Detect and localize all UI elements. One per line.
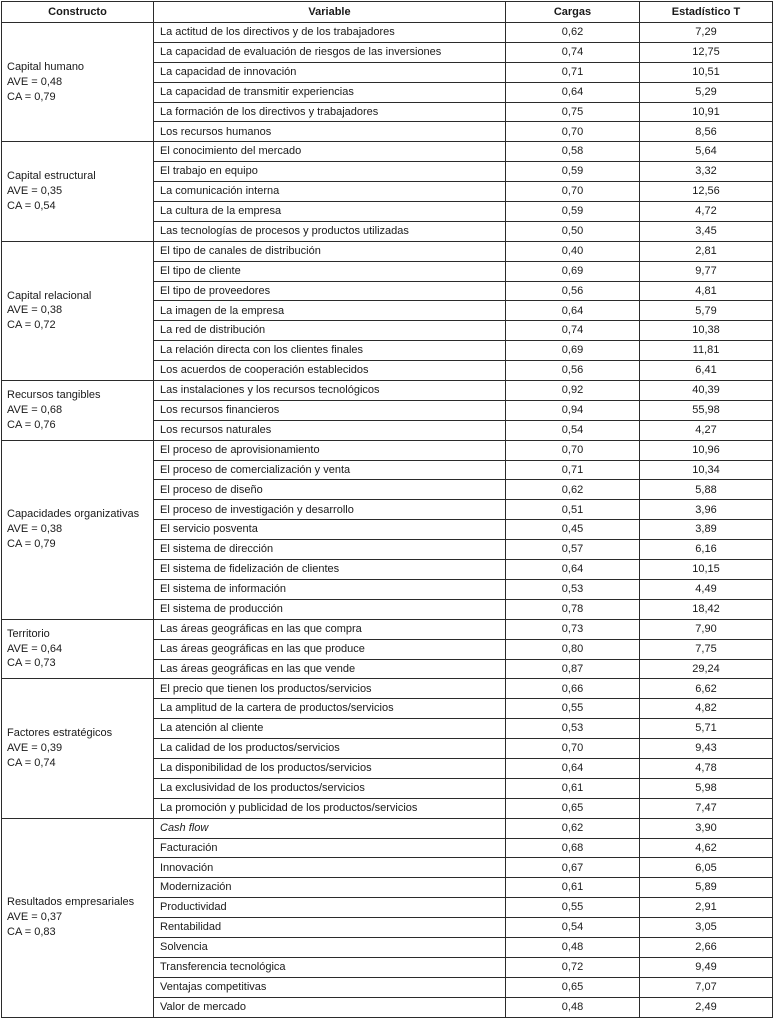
t-stat-cell: 5,88 [640, 480, 773, 500]
variable-cell: La promoción y publicidad de los productos/servicios [154, 798, 506, 818]
table-row [2, 440, 773, 460]
variable-cell: Facturación [154, 838, 506, 858]
variable-cell: Los recursos naturales [154, 420, 506, 440]
variable-cell: La calidad de los productos/servicios [154, 739, 506, 759]
cargas-cell: 0,59 [506, 202, 640, 222]
construct-name: Recursos tangibles [7, 389, 101, 402]
cargas-cell: 0,50 [506, 221, 640, 241]
variable-cell: Cash flow [154, 818, 506, 838]
variable-cell: La imagen de la empresa [154, 301, 506, 321]
header-estadistico-t: Estadístico T [640, 2, 773, 23]
table-row [2, 818, 773, 838]
variable-cell: El sistema de información [154, 579, 506, 599]
cargas-cell: 0,59 [506, 162, 640, 182]
variable-cell: La capacidad de evaluación de riesgos de las inversiones [154, 42, 506, 62]
t-stat-cell: 7,90 [640, 619, 773, 639]
t-stat-cell: 6,41 [640, 361, 773, 381]
table-row [2, 23, 773, 43]
variable-cell: El tipo de cliente [154, 261, 506, 281]
t-stat-cell: 2,49 [640, 997, 773, 1017]
variable-cell: El proceso de aprovisionamiento [154, 440, 506, 460]
construct-name: Capital humano [7, 60, 85, 73]
cargas-cell: 0,62 [506, 480, 640, 500]
t-stat-cell: 3,96 [640, 500, 773, 520]
construct-ave: AVE = 0,68 [7, 403, 63, 416]
variable-cell: El precio que tienen los productos/servicios [154, 679, 506, 699]
cargas-cell: 0,69 [506, 341, 640, 361]
cargas-cell: 0,48 [506, 997, 640, 1017]
variable-cell: La disponibilidad de los productos/servicios [154, 758, 506, 778]
construct-ave: AVE = 0,39 [7, 742, 63, 755]
cargas-cell: 0,56 [506, 281, 640, 301]
variable-cell: La capacidad de transmitir experiencias [154, 82, 506, 102]
construct-ca: CA = 0,73 [7, 657, 56, 670]
variable-cell: La amplitud de la cartera de productos/servicios [154, 699, 506, 719]
t-stat-cell: 4,82 [640, 699, 773, 719]
t-stat-cell: 7,29 [640, 23, 773, 43]
variable-cell: Las áreas geográficas en las que vende [154, 659, 506, 679]
table-row [2, 241, 773, 261]
variable-cell: La capacidad de innovación [154, 62, 506, 82]
t-stat-cell: 2,91 [640, 898, 773, 918]
cargas-cell: 0,54 [506, 420, 640, 440]
construct-name: Resultados empresariales [7, 896, 135, 909]
cargas-cell: 0,70 [506, 440, 640, 460]
t-stat-cell: 4,62 [640, 838, 773, 858]
cargas-cell: 0,67 [506, 858, 640, 878]
cargas-cell: 0,92 [506, 381, 640, 401]
cargas-cell: 0,64 [506, 758, 640, 778]
cargas-cell: 0,75 [506, 102, 640, 122]
cargas-cell: 0,66 [506, 679, 640, 699]
variable-cell: El proceso de diseño [154, 480, 506, 500]
construct-ave: AVE = 0,35 [7, 185, 63, 198]
construct-ca: CA = 0,74 [7, 756, 56, 769]
cargas-cell: 0,71 [506, 460, 640, 480]
construct-ca: CA = 0,79 [7, 90, 56, 103]
t-stat-cell: 4,78 [640, 758, 773, 778]
t-stat-cell: 2,81 [640, 241, 773, 261]
t-stat-cell: 3,89 [640, 520, 773, 540]
variable-cell: Rentabilidad [154, 918, 506, 938]
cargas-cell: 0,69 [506, 261, 640, 281]
t-stat-cell: 12,56 [640, 182, 773, 202]
variable-cell: La red de distribución [154, 321, 506, 341]
construct-cell [2, 440, 154, 619]
t-stat-cell: 4,72 [640, 202, 773, 222]
cargas-cell: 0,55 [506, 898, 640, 918]
variable-cell: Valor de mercado [154, 997, 506, 1017]
variable-cell: La comunicación interna [154, 182, 506, 202]
cargas-cell: 0,53 [506, 579, 640, 599]
t-stat-cell: 5,98 [640, 778, 773, 798]
cargas-cell: 0,70 [506, 122, 640, 142]
variable-cell: Modernización [154, 878, 506, 898]
t-stat-cell: 2,66 [640, 937, 773, 957]
variable-cell: Innovación [154, 858, 506, 878]
t-stat-cell: 4,27 [640, 420, 773, 440]
t-stat-cell: 6,16 [640, 540, 773, 560]
variable-cell: El sistema de fidelización de clientes [154, 560, 506, 580]
cargas-cell: 0,72 [506, 957, 640, 977]
variable-cell: El proceso de investigación y desarrollo [154, 500, 506, 520]
variable-cell: La atención al cliente [154, 719, 506, 739]
construct-cell [2, 142, 154, 241]
t-stat-cell: 29,24 [640, 659, 773, 679]
t-stat-cell: 5,79 [640, 301, 773, 321]
construct-cell [2, 818, 154, 1017]
cargas-cell: 0,87 [506, 659, 640, 679]
construct-cell [2, 241, 154, 380]
variable-cell: Las áreas geográficas en las que compra [154, 619, 506, 639]
cargas-cell: 0,94 [506, 400, 640, 420]
t-stat-cell: 10,38 [640, 321, 773, 341]
cargas-cell: 0,57 [506, 540, 640, 560]
cargas-cell: 0,74 [506, 321, 640, 341]
variable-cell: Los recursos humanos [154, 122, 506, 142]
table-row [2, 142, 773, 162]
cargas-cell: 0,62 [506, 818, 640, 838]
t-stat-cell: 3,32 [640, 162, 773, 182]
constructs-table [1, 1, 773, 1018]
variable-cell: Solvencia [154, 937, 506, 957]
table-row [2, 619, 773, 639]
variable-cell: El trabajo en equipo [154, 162, 506, 182]
variable-cell: La exclusividad de los productos/servicios [154, 778, 506, 798]
construct-ave: AVE = 0,38 [7, 523, 63, 536]
construct-cell [2, 679, 154, 818]
variable-cell: Los recursos financieros [154, 400, 506, 420]
variable-cell: Las instalaciones y los recursos tecnológicos [154, 381, 506, 401]
cargas-cell: 0,70 [506, 182, 640, 202]
cargas-cell: 0,58 [506, 142, 640, 162]
cargas-cell: 0,45 [506, 520, 640, 540]
construct-ca: CA = 0,54 [7, 199, 56, 212]
construct-ca: CA = 0,76 [7, 418, 56, 431]
t-stat-cell: 40,39 [640, 381, 773, 401]
variable-cell: El sistema de producción [154, 599, 506, 619]
header-variable: Variable [154, 2, 506, 23]
construct-ave: AVE = 0,37 [7, 911, 63, 924]
variable-cell: Ventajas competitivas [154, 977, 506, 997]
header-constructo: Constructo [2, 2, 154, 23]
t-stat-cell: 18,42 [640, 599, 773, 619]
cargas-cell: 0,74 [506, 42, 640, 62]
cargas-cell: 0,55 [506, 699, 640, 719]
cargas-cell: 0,65 [506, 977, 640, 997]
t-stat-cell: 7,47 [640, 798, 773, 818]
t-stat-cell: 12,75 [640, 42, 773, 62]
cargas-cell: 0,64 [506, 82, 640, 102]
construct-cell [2, 619, 154, 679]
cargas-cell: 0,70 [506, 739, 640, 759]
t-stat-cell: 5,89 [640, 878, 773, 898]
construct-name: Capital relacional [7, 289, 92, 302]
t-stat-cell: 10,51 [640, 62, 773, 82]
table-row [2, 381, 773, 401]
cargas-cell: 0,68 [506, 838, 640, 858]
t-stat-cell: 4,81 [640, 281, 773, 301]
variable-cell: El sistema de dirección [154, 540, 506, 560]
construct-cell [2, 381, 154, 441]
t-stat-cell: 3,90 [640, 818, 773, 838]
cargas-cell: 0,62 [506, 23, 640, 43]
variable-cell: La relación directa con los clientes finales [154, 341, 506, 361]
variable-cell: Transferencia tecnológica [154, 957, 506, 977]
t-stat-cell: 10,34 [640, 460, 773, 480]
cargas-cell: 0,48 [506, 937, 640, 957]
t-stat-cell: 5,64 [640, 142, 773, 162]
construct-ca: CA = 0,72 [7, 319, 56, 332]
variable-cell: El tipo de proveedores [154, 281, 506, 301]
variable-cell: El servicio posventa [154, 520, 506, 540]
t-stat-cell: 3,05 [640, 918, 773, 938]
construct-ca: CA = 0,79 [7, 538, 56, 551]
t-stat-cell: 6,05 [640, 858, 773, 878]
t-stat-cell: 10,96 [640, 440, 773, 460]
cargas-cell: 0,65 [506, 798, 640, 818]
t-stat-cell: 11,81 [640, 341, 773, 361]
table-row [2, 679, 773, 699]
construct-ave: AVE = 0,38 [7, 304, 63, 317]
variable-cell: La formación de los directivos y trabajadores [154, 102, 506, 122]
construct-name: Territorio [7, 627, 50, 640]
construct-cell [2, 23, 154, 142]
variable-cell: Las áreas geográficas en las que produce [154, 639, 506, 659]
cargas-cell: 0,61 [506, 878, 640, 898]
t-stat-cell: 3,45 [640, 221, 773, 241]
cargas-cell: 0,64 [506, 560, 640, 580]
t-stat-cell: 9,49 [640, 957, 773, 977]
construct-ave: AVE = 0,64 [7, 642, 63, 655]
header-cargas: Cargas [506, 2, 640, 23]
header-row [2, 2, 773, 23]
t-stat-cell: 5,29 [640, 82, 773, 102]
construct-ca: CA = 0,83 [7, 926, 56, 938]
t-stat-cell: 10,15 [640, 560, 773, 580]
t-stat-cell: 55,98 [640, 400, 773, 420]
variable-cell: Las tecnologías de procesos y productos utilizadas [154, 221, 506, 241]
t-stat-cell: 6,62 [640, 679, 773, 699]
t-stat-cell: 9,43 [640, 739, 773, 759]
t-stat-cell: 9,77 [640, 261, 773, 281]
variable-cell: El proceso de comercialización y venta [154, 460, 506, 480]
table-body [2, 23, 773, 1018]
cargas-cell: 0,56 [506, 361, 640, 381]
cargas-cell: 0,51 [506, 500, 640, 520]
t-stat-cell: 4,49 [640, 579, 773, 599]
construct-name: Capacidades organizativas [7, 508, 140, 521]
cargas-cell: 0,78 [506, 599, 640, 619]
cargas-cell: 0,80 [506, 639, 640, 659]
t-stat-cell: 8,56 [640, 122, 773, 142]
variable-cell: El tipo de canales de distribución [154, 241, 506, 261]
construct-name: Factores estratégicos [7, 727, 113, 740]
t-stat-cell: 10,91 [640, 102, 773, 122]
cargas-cell: 0,40 [506, 241, 640, 261]
t-stat-cell: 7,07 [640, 977, 773, 997]
variable-cell: La actitud de los directivos y de los trabajadores [154, 23, 506, 43]
construct-ave: AVE = 0,48 [7, 75, 63, 88]
construct-name: Capital estructural [7, 170, 96, 183]
variable-cell: Los acuerdos de cooperación establecidos [154, 361, 506, 381]
cargas-cell: 0,71 [506, 62, 640, 82]
variable-cell: Productividad [154, 898, 506, 918]
t-stat-cell: 7,75 [640, 639, 773, 659]
variable-cell: La cultura de la empresa [154, 202, 506, 222]
cargas-cell: 0,61 [506, 778, 640, 798]
cargas-cell: 0,64 [506, 301, 640, 321]
t-stat-cell: 5,71 [640, 719, 773, 739]
cargas-cell: 0,54 [506, 918, 640, 938]
variable-cell: El conocimiento del mercado [154, 142, 506, 162]
cargas-cell: 0,53 [506, 719, 640, 739]
cargas-cell: 0,73 [506, 619, 640, 639]
